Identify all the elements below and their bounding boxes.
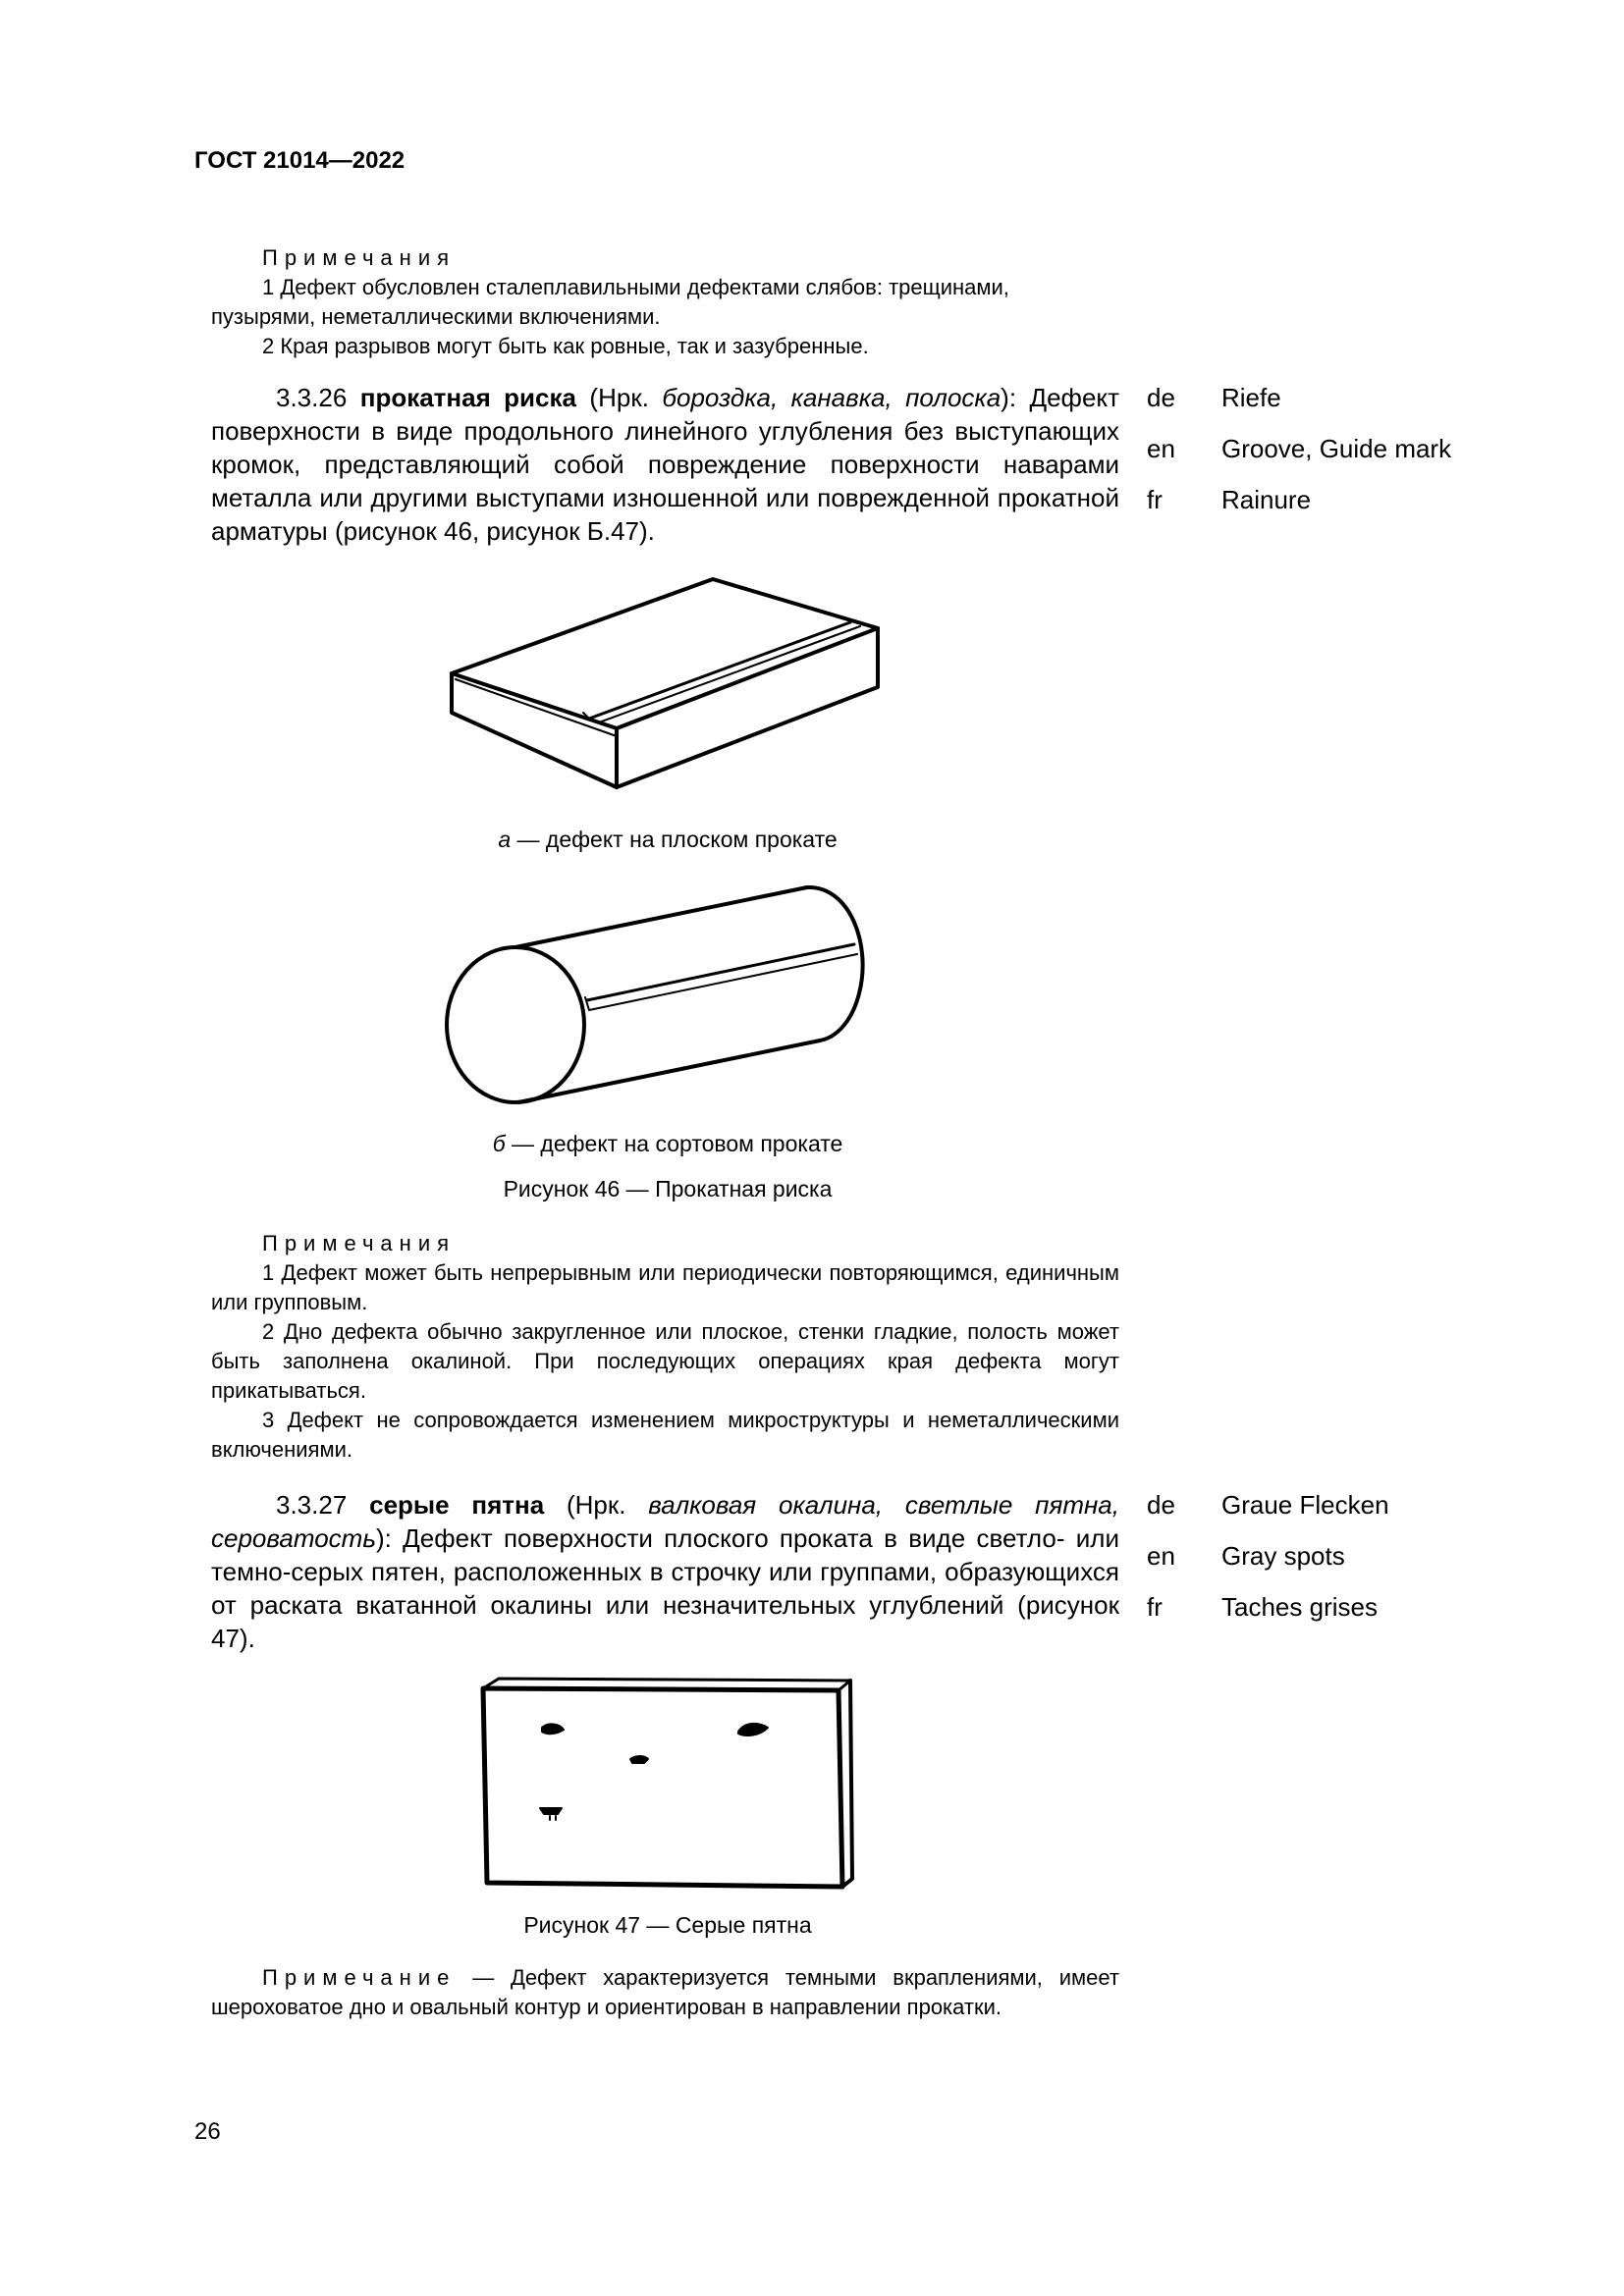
translation-value: Gray spots xyxy=(1221,1541,1345,1571)
note-item: 3 Дефект не сопровождается изменением микроструктуры и неметаллическими включениями. xyxy=(211,1408,1119,1462)
notes-title: Примечания xyxy=(262,1231,457,1255)
translation-row xyxy=(1147,383,1540,434)
document-header: ГОСТ 21014—2022 xyxy=(194,147,406,174)
term-definition-3-3-27 xyxy=(211,1488,1119,1655)
term-number: 3.3.26 xyxy=(276,383,348,412)
term-synonyms-suffix: ): xyxy=(376,1523,392,1553)
term-synonyms-prefix: (Нрк. xyxy=(566,1490,626,1520)
note-item: 1 Дефект может быть непрерывным или периодически повторяющимся, единичным или групповым. xyxy=(211,1260,1119,1314)
translation-lang: en xyxy=(1147,434,1175,463)
note-title: Примечание xyxy=(262,1965,457,1990)
notes-block-1 xyxy=(211,243,1119,361)
term-synonyms: бороздка, канавка, полоска xyxy=(662,383,1001,412)
subfigure-text: — дефект на сортовом прокате xyxy=(512,1131,843,1156)
subfigure-letter: б xyxy=(492,1131,506,1156)
translation-row xyxy=(1147,1592,1540,1643)
notes-block-2 xyxy=(211,1229,1119,1465)
note-block-3 xyxy=(211,1963,1119,2022)
term-translations-3-3-26 xyxy=(1147,383,1540,536)
figure-46-caption: Рисунок 46 — Прокатная риска xyxy=(503,1176,833,1201)
translation-lang: fr xyxy=(1147,485,1163,514)
term-number: 3.3.27 xyxy=(276,1490,348,1520)
term-name: прокатная риска xyxy=(359,383,576,412)
term-definition-text: Дефект поверхности плоского проката в виде светло- или темно-серых пятен, расположенных в строчку или группами, образующихся от раската вкатанной окалины или незначительных углублений (рисунок 47). xyxy=(211,1523,1119,1653)
term-synonyms: валковая окалина, светлые пятна, сероватость xyxy=(211,1490,1119,1553)
translation-row xyxy=(1147,434,1540,485)
term-name: серые пятна xyxy=(369,1490,545,1520)
translation-lang: de xyxy=(1147,383,1175,412)
note-text: — Дефект характеризуется темными вкраплениями, имеет шероховатое дно и овальный контур и ориентирован в направлении прокатки. xyxy=(211,1965,1119,2019)
translation-lang: fr xyxy=(1147,1592,1163,1622)
term-definition-text: Дефект поверхности в виде продольного линейного углубления без выступающих кромок, представляющий собой повреждение поверхности наварами металла или другими выступами изношенной или поврежденной прокатной арматуры (рисунок 46, рисунок Б.47). xyxy=(211,383,1119,546)
note-item: 1 Дефект обусловлен сталеплавильными дефектами слябов: трещинами, xyxy=(262,275,1009,299)
figure-46b-caption xyxy=(442,1131,893,1157)
subfigure-letter: а xyxy=(498,827,512,852)
translation-value: Rainure xyxy=(1221,485,1312,514)
gray-spot xyxy=(630,1756,648,1763)
term-synonyms-suffix: ): xyxy=(1001,383,1017,412)
translation-row xyxy=(1147,1541,1540,1592)
subfigure-text: — дефект на плоском прокате xyxy=(516,827,838,852)
gray-spot xyxy=(738,1724,768,1735)
translation-value: Riefe xyxy=(1221,383,1281,412)
translation-row xyxy=(1147,1490,1540,1541)
figure-47-plate-drawing xyxy=(479,1677,852,1902)
page-number: 26 xyxy=(194,2118,221,2145)
figure-47-caption: Рисунок 47 — Серые пятна xyxy=(523,1912,812,1938)
translation-value: Taches grises xyxy=(1221,1592,1378,1622)
figure-46a-caption xyxy=(442,827,893,853)
translation-value: Groove, Guide mark xyxy=(1221,434,1452,463)
translation-row xyxy=(1147,485,1540,536)
figure-46b-round-bar-drawing xyxy=(442,876,874,1111)
figure-46a-flat-plate-drawing xyxy=(442,569,893,805)
note-item: пузырями, неметаллическими включениями. xyxy=(211,304,661,329)
term-translations-3-3-27 xyxy=(1147,1490,1540,1643)
translation-lang: de xyxy=(1147,1490,1175,1520)
translation-value: Graue Flecken xyxy=(1221,1490,1389,1520)
note-item: 2 Дно дефекта обычно закругленное или плоское, стенки гладкие, полость может быть заполнена окалиной. При последующих операциях края дефекта могут прикатываться. xyxy=(211,1319,1119,1403)
translation-lang: en xyxy=(1147,1541,1175,1571)
gray-spot xyxy=(540,1808,562,1814)
notes-title: Примечания xyxy=(262,245,457,270)
term-synonyms-prefix: (Нрк. xyxy=(589,383,649,412)
note-item: 2 Края разрывов могут быть как ровные, так и зазубренные. xyxy=(262,334,869,358)
term-definition-3-3-26 xyxy=(211,381,1119,548)
gray-spot xyxy=(542,1724,564,1734)
